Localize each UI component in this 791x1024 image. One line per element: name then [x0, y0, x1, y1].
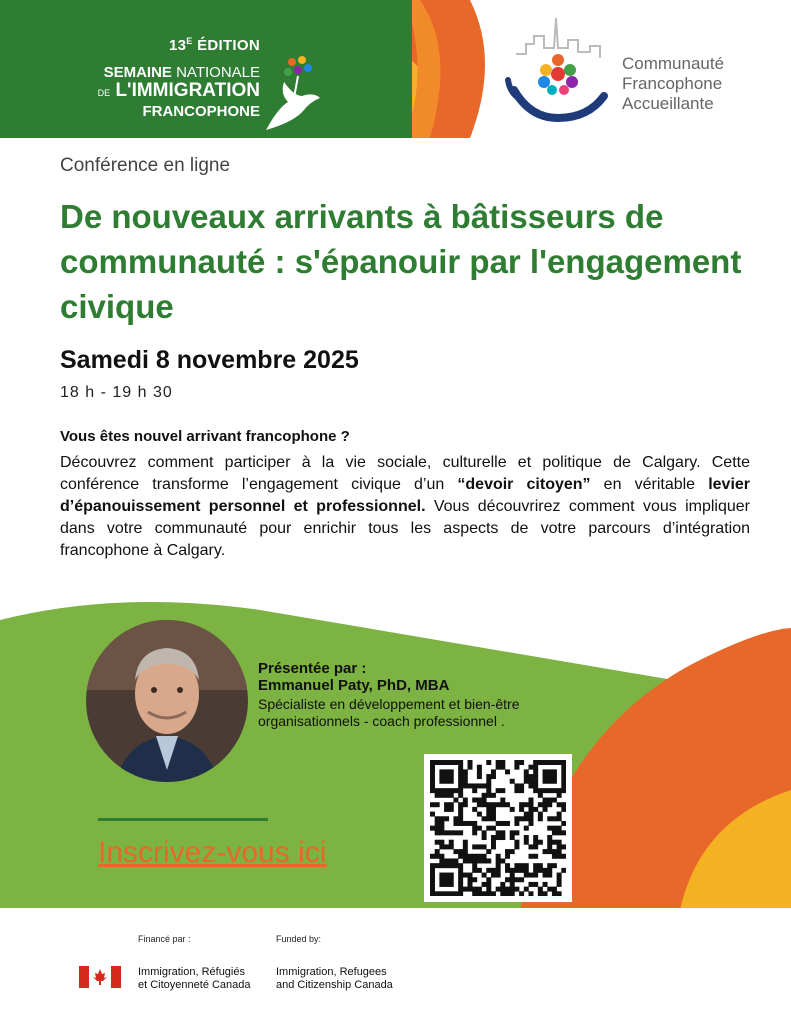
department-en-line-1: Immigration, Refugees	[276, 966, 387, 978]
register-link[interactable]: Inscrivez-vous ici	[98, 836, 327, 869]
event-brand	[60, 36, 260, 120]
org-name-line-1: Communauté	[622, 54, 725, 73]
presenter-name: Emmanuel Paty, PhD, MBA	[258, 677, 450, 694]
funded-by-en-label: Funded by:	[276, 934, 322, 944]
department-fr-line-1: Immigration, Réfugiés	[138, 966, 245, 978]
dove-icon	[258, 52, 328, 134]
event-line-4: FRANCOPHONE	[142, 103, 260, 120]
department-name-fr	[138, 966, 251, 992]
funded-by-fr-label: Financé par :	[138, 934, 191, 944]
edition-label: $13^E$ ÉDITION	[168, 36, 260, 54]
description-part-3: Vous découvrirez comment vous impliquer dans votre communauté pour enrichir tous les aspects de votre parcours d’intégration francophone à Calgary.	[60, 498, 750, 559]
description-part-2: en véritable	[590, 476, 709, 493]
community-hands-logo	[500, 14, 618, 126]
description-emphasis-2: levier d’épanouissement personnel et professionnel.	[60, 476, 751, 515]
speaker-photo	[86, 620, 248, 782]
description-part-1: Découvrez comment participer à la vie sociale, culturelle et politique de Calgary. Cette conférence transforme l’engagement civique d’un	[60, 454, 750, 493]
lead-question: Vous êtes nouvel arrivant francophone ?	[60, 428, 350, 445]
department-en-line-2: and Citizenship Canada	[276, 979, 393, 991]
org-name-line-3: Accueillante	[622, 94, 714, 113]
presenter-block	[258, 660, 538, 730]
qr-code[interactable]	[424, 754, 572, 902]
page-title: De nouveaux arrivants à bâtisseurs de communauté : s'épanouir par l'engagement civique	[60, 198, 742, 325]
department-name-en	[276, 966, 393, 992]
presenter-role: Spécialiste en développement et bien-être organisationnels - coach professionnel .	[258, 696, 520, 729]
description-emphasis-1: “devoir citoyen”	[457, 476, 591, 493]
header	[0, 0, 791, 138]
presenter-label: Présentée par :	[258, 660, 367, 677]
qr-code-image	[430, 760, 566, 896]
event-line-2: SEMAINE NATIONALE	[103, 64, 260, 81]
org-name-line-2: Francophone	[622, 74, 723, 93]
event-date: Samedi 8 novembre 2025	[60, 346, 359, 374]
event-time: 18 h - 19 h 30	[60, 384, 173, 401]
event-type: Conférence en ligne	[60, 155, 231, 176]
event-line-3: DE L'IMMIGRATION	[97, 80, 260, 101]
department-fr-line-2: et Citoyenneté Canada	[138, 979, 251, 991]
description	[60, 452, 750, 562]
register-divider	[98, 818, 268, 821]
org-name	[622, 54, 724, 114]
canada-flag-icon	[79, 966, 121, 988]
